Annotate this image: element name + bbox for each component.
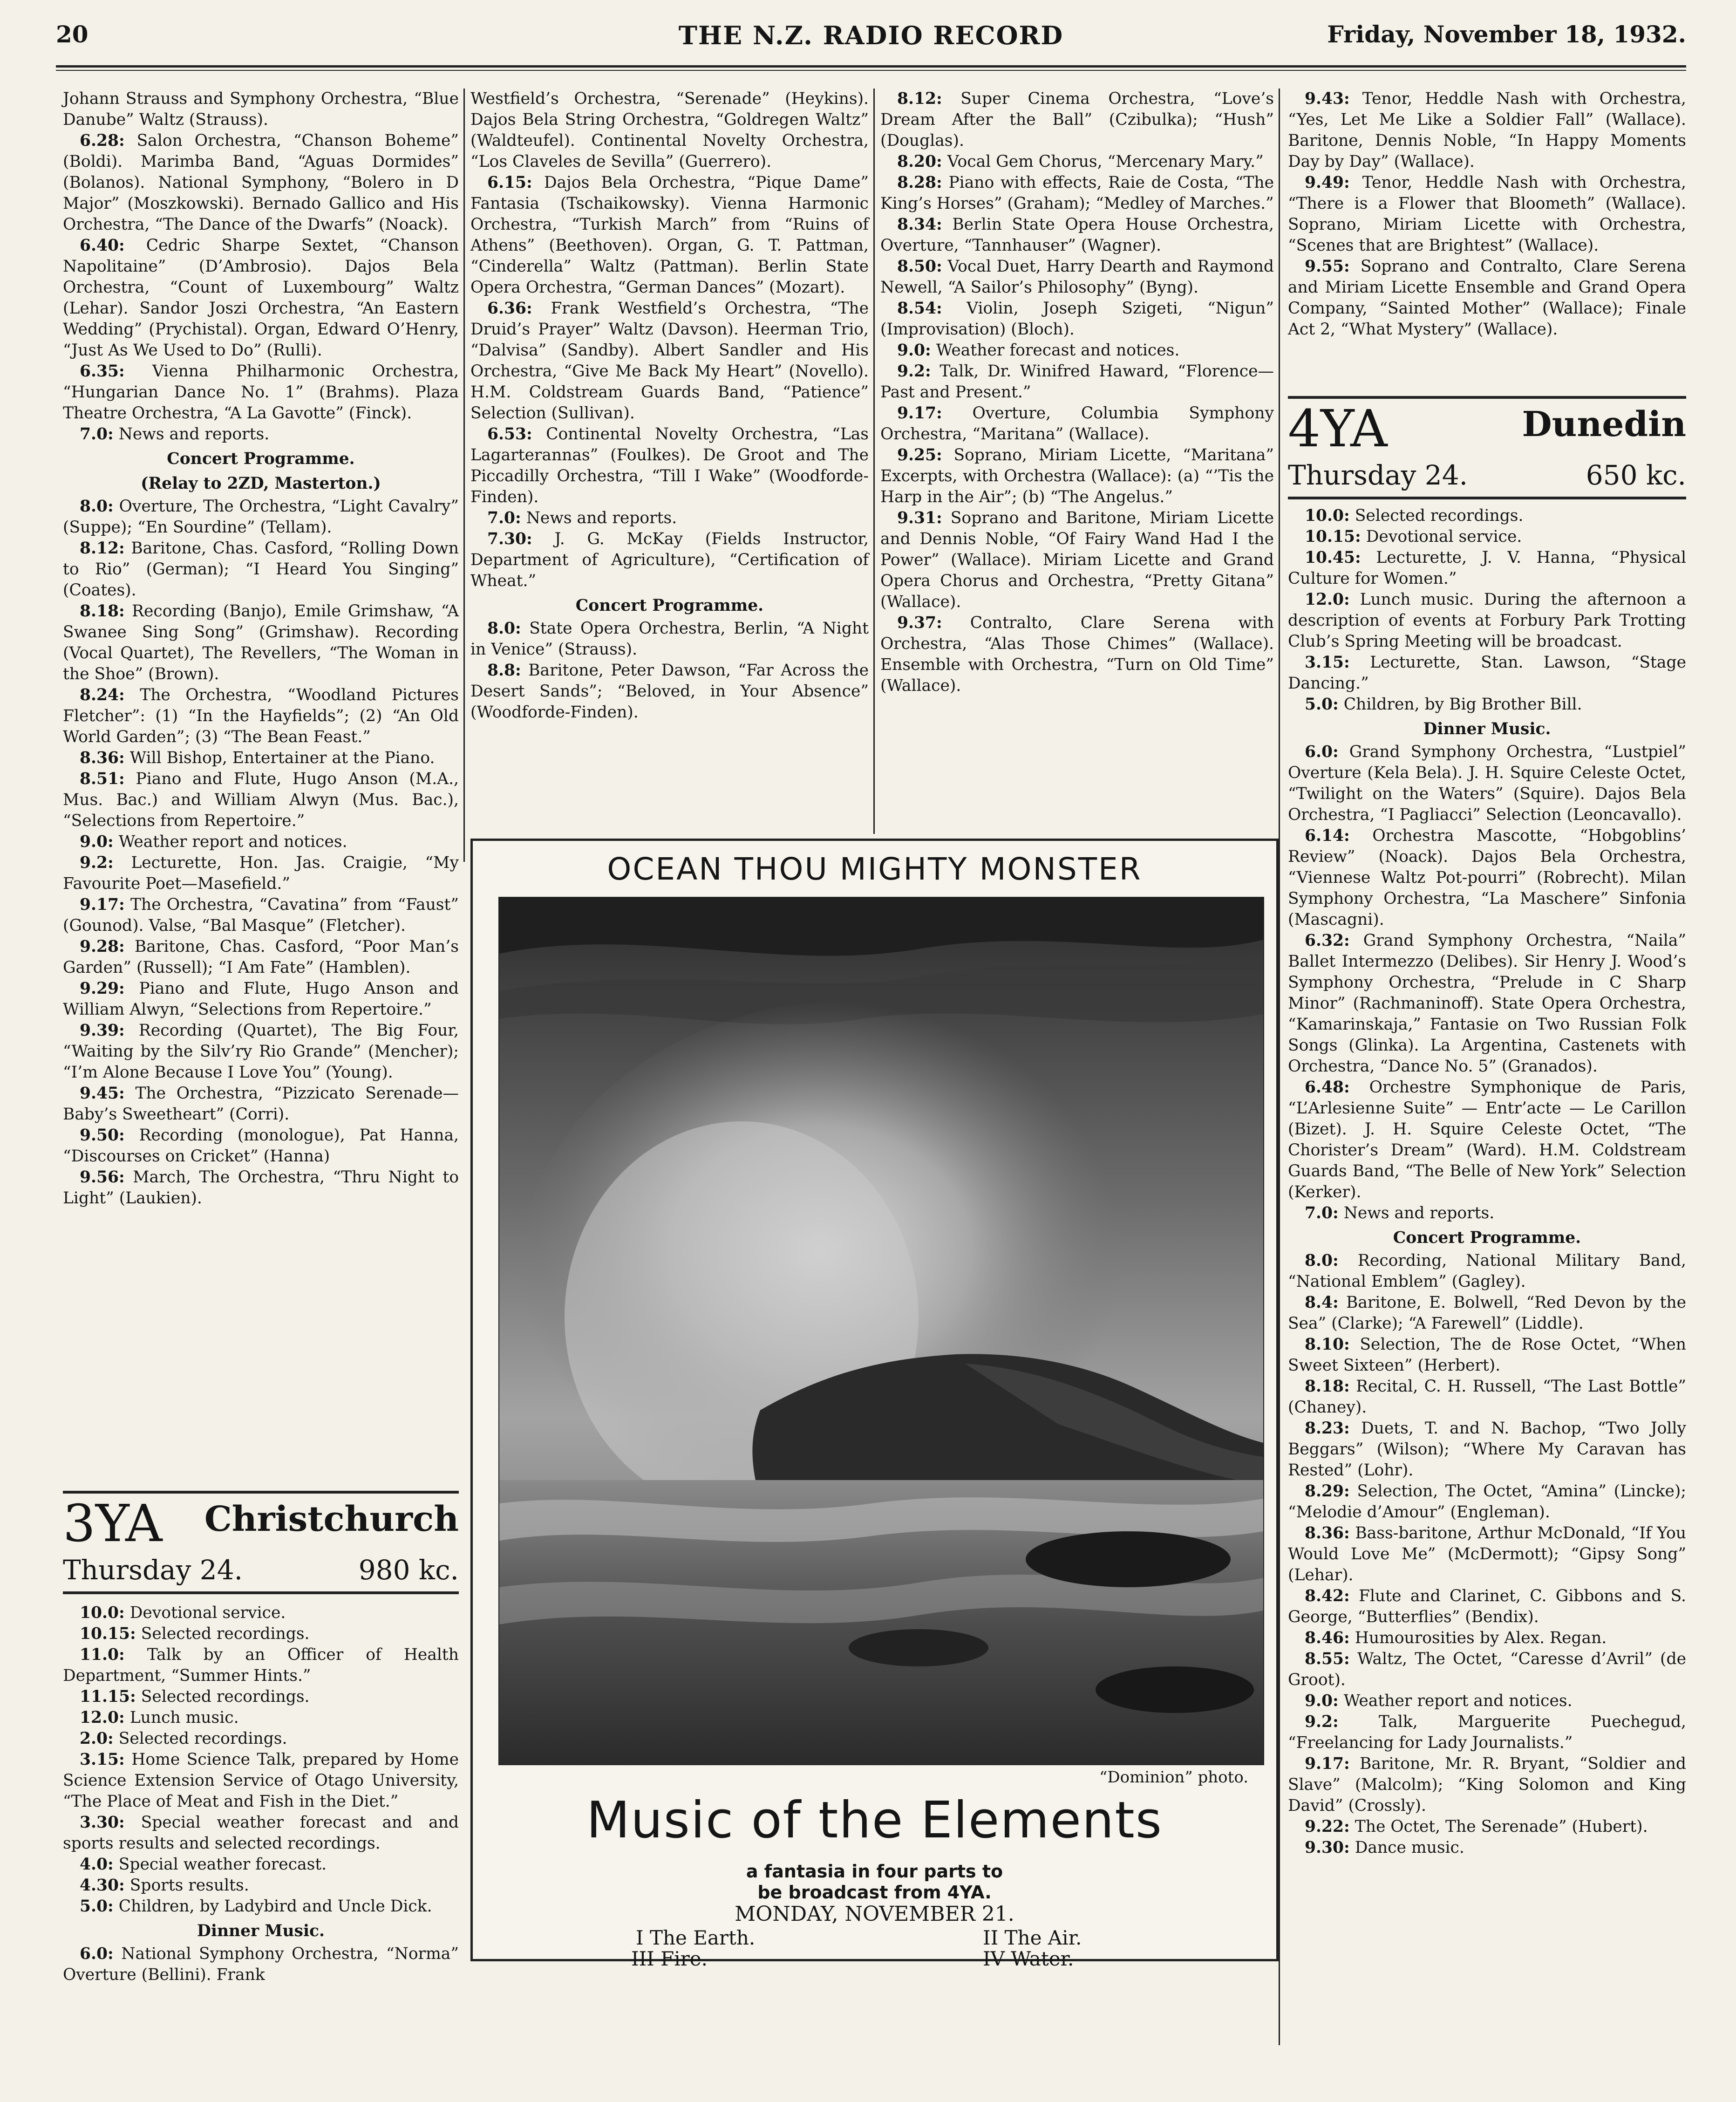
programme-text: Selection, The Octet, “Amina” (Lincke); “Melodie d’Amour” (Engleman).	[1288, 1482, 1686, 1522]
programme-item	[470, 529, 869, 592]
programme-item	[880, 172, 1274, 214]
programme-item	[1288, 526, 1686, 547]
programme-text: Selected recordings.	[141, 1687, 310, 1706]
programme-item	[63, 832, 459, 853]
part-4: IV Water.	[983, 1947, 1074, 1970]
programme-time: 3.30:	[80, 1813, 125, 1832]
programme-text: Soprano, Miriam Licette, “Maritana” Excerpts, with Orchestra (Wallace): (a) “’Tis the Harp in the Air”; (b) “The Angelus.”	[880, 446, 1274, 506]
section-heading: Concert Programme.	[167, 450, 355, 468]
programme-item	[63, 978, 459, 1020]
programme-text: Soprano and Contralto, Clare Serena and Miriam Licette Ensemble and Grand Opera Company, “Sainted Mother” (Wallace); Finale Act 2, “What Mystery” (Wallace).	[1288, 257, 1686, 339]
programme-item	[1288, 930, 1686, 1077]
programme-time: 8.10:	[1305, 1335, 1350, 1354]
programme-text: Continental Novelty Orchestra, “Las Lagarterannas” (Foulkes). De Groot and The Piccadilly Orchestra, “Till I Wake” (Woodforde-Finden).	[470, 425, 869, 506]
programme-text: Tenor, Heddle Nash with Orchestra, “There is a Flower that Bloometh” (Wallace). Soprano, Miriam Licette with Orchestra, “Scenes that are Brightest” (Wallace).	[1288, 173, 1687, 255]
programme-time: 6.48:	[1305, 1078, 1350, 1097]
programme-item	[63, 894, 459, 936]
masthead: THE N.Z. RADIO RECORD	[678, 20, 1064, 50]
programme-item	[880, 445, 1274, 508]
programme-time: 10.0:	[1305, 506, 1350, 525]
music-of-the-elements-advert	[470, 839, 1279, 1970]
programme-text: Orchestre Symphonique de Paris, “L’Arlesienne Suite” — Entr’acte — Le Carillon (Bizet). J. H. Squire Celeste Octet, “The Chorister’s Dream” (Ward). H.M. Coldstream Guards Band, “The Belle of New York” Selection (Kerker).	[1288, 1078, 1687, 1201]
programme-item	[470, 89, 869, 172]
programme-time: 7.30:	[487, 530, 532, 548]
programme-text: Home Science Talk, prepared by Home Science Extension Service of Otago University, “The Place of Meat and Fish in the Diet.”	[63, 1750, 459, 1811]
programme-text: Overture, Columbia Symphony Orchestra, “Maritana” (Wallace).	[880, 404, 1274, 444]
page-number: 20	[56, 20, 89, 48]
programme-time: 9.17:	[1305, 1754, 1350, 1773]
programme-text: Special weather forecast and and sports results and selected recordings.	[63, 1813, 459, 1853]
programme-item	[1288, 89, 1686, 172]
programme-item	[880, 89, 1274, 151]
programme-time: 6.15:	[487, 173, 532, 192]
programme-text: The Orchestra, “Pizzicato Serenade—Baby’s Sweetheart” (Corri).	[63, 1084, 459, 1124]
programme-text: News and reports.	[526, 509, 677, 527]
programme-text: The Orchestra, “Cavatina” from “Faust” (Gounod). Valse, “Bal Masque” (Fletcher).	[63, 895, 459, 935]
programme-time: 9.39:	[80, 1021, 125, 1040]
programme-time: 8.12:	[80, 539, 125, 558]
programme-time: 6.53:	[487, 425, 532, 444]
programme-text: March, The Orchestra, “Thru Night to Light” (Laukien).	[63, 1168, 459, 1208]
programme-time: 8.50:	[897, 257, 942, 276]
programme-time: 9.43:	[1305, 89, 1350, 108]
column-1-3ya	[63, 1603, 459, 1986]
programme-item	[1288, 1523, 1686, 1586]
programme-item	[880, 340, 1274, 361]
programme-time: 9.2:	[897, 362, 931, 381]
programme-text: Violin, Joseph Szigeti, “Nigun” (Improvisation) (Bloch).	[880, 299, 1274, 339]
programme-text: Piano and Flute, Hugo Anson and William Alwyn, “Selections from Repertoire.”	[63, 979, 459, 1019]
programme-text: Recording, National Military Band, “National Emblem” (Gagley).	[1288, 1251, 1686, 1291]
programme-item	[1288, 1816, 1686, 1837]
programme-time: 8.24:	[80, 686, 125, 704]
programme-text: Baritone, Chas. Casford, “Poor Man’s Garden” (Russell); “I Am Fate” (Hamblen).	[63, 937, 459, 977]
programme-text: Lunch music. During the afternoon a description of events at Forbury Park Trotting Club’s Spring Meeting will be broadcast.	[1288, 590, 1687, 651]
programme-text: Salon Orchestra, “Chanson Boheme” (Boldi). Marimba Band, “Aguas Dormides” (Bolanos). National Symphony, “Bolero in D Major” (Moszkowski). Bernado Gallico and His Orchestra, “The Dance of the Dwarfs” (Noack).	[63, 131, 459, 234]
programme-item	[880, 151, 1274, 172]
programme-text: Overture, The Orchestra, “Light Cavalry” (Suppe); “En Sourdine” (Tellam).	[63, 497, 459, 537]
programme-item	[1288, 652, 1686, 694]
programme-time: 9.0:	[80, 833, 114, 851]
programme-item	[63, 235, 459, 361]
section-heading: Dinner Music.	[1423, 720, 1551, 738]
programme-text: J. G. McKay (Fields Instructor, Department of Agriculture), “Certification of Wheat.”	[470, 530, 869, 590]
programme-time: 9.50:	[80, 1126, 125, 1145]
programme-text: Talk, Dr. Winifred Haward, “Florence—Past and Present.”	[880, 362, 1274, 402]
station-code: 4YA	[1288, 399, 1388, 458]
ocean-wave-image	[499, 898, 1263, 1764]
programme-text: The Orchestra, “Woodland Pictures Fletcher”: (1) “In the Hayfields”; (2) “An Old World Garden”; (3) “The Bean Feast.”	[63, 686, 459, 746]
programme-time: 9.31:	[897, 509, 942, 527]
programme-item	[1288, 1292, 1686, 1334]
ocean-photo	[498, 897, 1264, 1765]
programme-time: 2.0:	[80, 1729, 114, 1748]
programme-item	[63, 1707, 459, 1728]
station-4ya-banner	[1288, 396, 1686, 499]
programme-item	[1288, 256, 1686, 340]
programme-time: 8.18:	[1305, 1377, 1350, 1396]
programme-item	[880, 214, 1274, 256]
programme-item	[1288, 505, 1686, 526]
programme-text: Children, by Big Brother Bill.	[1343, 695, 1582, 714]
advert-subtitle-2: be broadcast from 4YA.	[757, 1882, 992, 1903]
programme-text: Dance music.	[1355, 1838, 1464, 1857]
programme-time: 8.46:	[1305, 1629, 1350, 1647]
advert-title: Music of the Elements	[586, 1791, 1163, 1849]
column-4-4ya	[1288, 505, 1686, 1858]
programme-text: Weather report and notices.	[1343, 1692, 1573, 1710]
programme-text: Talk by an Officer of Health Department, “Summer Hints.”	[63, 1645, 459, 1685]
photo-credit: “Dominion” photo.	[1099, 1768, 1248, 1787]
programme-item	[63, 748, 459, 769]
programme-text: Cedric Sharpe Sextet, “Chanson Napolitaine” (D’Ambrosio). Dajos Bela Orchestra, “Count of Luxembourg” Waltz (Lehar). Sandor Joszi Orchestra, “An Eastern Wedding” (Prychistal). Organ, Edward O’Henry, “Just As We Used to Do” (Rulli).	[63, 236, 459, 360]
programme-time: 3.15:	[80, 1750, 125, 1769]
station-frequency: 980 kc.	[358, 1554, 459, 1586]
programme-text: Recording (monologue), Pat Hanna, “Discourses on Cricket” (Hanna)	[63, 1126, 459, 1166]
station-day: Thursday 24.	[1288, 459, 1468, 491]
programme-text: Baritone, Peter Dawson, “Far Across the Desert Sands”; “Beloved, in Your Absence” (Woodforde-Finden).	[470, 661, 869, 722]
programme-text: Weather report and notices.	[118, 833, 347, 851]
programme-time: 4.30:	[80, 1876, 125, 1895]
programme-text: Recital, C. H. Russell, “The Last Bottle” (Chaney).	[1288, 1377, 1687, 1417]
programme-time: 8.42:	[1305, 1587, 1350, 1605]
programme-time: 6.0:	[80, 1945, 114, 1963]
programme-text: Selected recordings.	[1355, 506, 1524, 525]
column-1	[63, 89, 459, 1209]
column-divider	[1279, 89, 1280, 2045]
programme-time: 3.15:	[1305, 653, 1350, 672]
programme-text: Devotional service.	[129, 1604, 286, 1622]
programme-text: The Octet, The Serenade” (Hubert).	[1355, 1817, 1648, 1836]
programme-time: 7.0:	[487, 509, 521, 527]
programme-text: Waltz, The Octet, “Caresse d’Avril” (de Groot).	[1288, 1650, 1687, 1689]
programme-time: 8.36:	[80, 749, 125, 767]
programme-time: 9.2:	[1305, 1713, 1339, 1731]
programme-time: 6.36:	[487, 299, 532, 318]
programme-text: Talk, Marguerite Puechegud, “Freelancing for Lady Journalists.”	[1288, 1713, 1687, 1752]
header-rule-thin	[56, 70, 1686, 71]
column-2	[470, 89, 869, 723]
column-4	[1288, 89, 1686, 340]
programme-text: Contralto, Clare Serena with Orchestra, “Alas Those Chimes” (Wallace). Ensemble with Orchestra, “Turn on Old Time” (Wallace).	[880, 614, 1274, 695]
programme-item	[1288, 742, 1686, 826]
programme-text: Recording (Banjo), Emile Grimshaw, “A Swanee Sing Song” (Grimshaw). Recording (Vocal Quartet), The Revellers, “The Woman in the Shoe” (Brown).	[63, 602, 459, 683]
programme-time: 9.25:	[897, 446, 942, 464]
programme-time: 6.40:	[80, 236, 125, 255]
programme-text: News and reports.	[118, 425, 270, 444]
programme-text: Weather forecast and notices.	[936, 341, 1180, 360]
programme-text: Soprano and Baritone, Miriam Licette and Dennis Noble, “Of Fairy Wand Had I the Power” (Wallace). Miriam Licette and Grand Opera Chorus and Orchestra, “Pretty Gitana” (Wallace).	[880, 509, 1274, 611]
programme-item	[63, 361, 459, 424]
programme-time: 9.0:	[1305, 1692, 1339, 1710]
programme-item	[1288, 694, 1686, 715]
programme-time: 11.0:	[80, 1645, 125, 1664]
part-3: III Fire.	[631, 1947, 708, 1970]
programme-text: Baritone, E. Bolwell, “Red Devon by the Sea” (Clarke); “A Farewell” (Liddle).	[1288, 1293, 1686, 1333]
programme-item	[880, 403, 1274, 445]
programme-time: 9.30:	[1305, 1838, 1350, 1857]
programme-time: 5.0:	[80, 1897, 114, 1916]
programme-text: Humourosities by Alex. Regan.	[1355, 1629, 1607, 1647]
programme-text: Duets, T. and N. Bachop, “Two Jolly Beggars” (Wilson); “Where My Caravan has Rested” (Lohr).	[1288, 1419, 1686, 1480]
programme-text: Lecturette, Hon. Jas. Craigie, “My Favourite Poet—Masefield.”	[63, 853, 459, 893]
programme-item	[63, 1020, 459, 1083]
programme-item	[880, 256, 1274, 298]
programme-text: Piano with effects, Raie de Costa, “The King’s Horses” (Graham); “Medley of Marches.”	[880, 173, 1274, 213]
programme-text: Bass-baritone, Arthur McDonald, “If You Would Love Me” (McDermott); “Gipsy Song” (Lehar).	[1288, 1524, 1686, 1584]
programme-item	[470, 508, 869, 529]
programme-time: 8.29:	[1305, 1482, 1350, 1501]
programme-item	[1288, 172, 1686, 256]
programme-text: Vocal Gem Chorus, “Mercenary Mary.”	[947, 152, 1264, 171]
programme-time: 8.4:	[1305, 1293, 1339, 1312]
programme-item	[63, 1812, 459, 1854]
programme-time: 9.22:	[1305, 1817, 1350, 1836]
station-3ya-banner	[63, 1491, 459, 1594]
station-frequency: 650 kc.	[1586, 459, 1686, 491]
programme-time: 6.35:	[80, 362, 125, 381]
programme-item	[1288, 1203, 1686, 1224]
programme-time: 8.0:	[487, 619, 521, 638]
programme-text: Orchestra Mascotte, “Hobgoblins’ Review” (Noack). Dajos Bela Orchestra, “Viennese Waltz Pot-pourri” (Robrecht). Milan Symphony Orchestra, “La Maschere” Sinfonia (Mascagni).	[1288, 826, 1686, 929]
programme-time: 6.32:	[1305, 931, 1350, 950]
programme-text: Frank Westfield’s Orchestra, “The Druid’s Prayer” Waltz (Davson). Heerman Trio, “Dalvisa” (Sandby). Albert Sandler and His Orchestra, “Give Me Back My Heart” (Novello). H.M. Coldstream Guards Band, “Patience” Selection (Sullivan).	[470, 299, 869, 423]
programme-time: 8.54:	[897, 299, 942, 318]
column-divider	[873, 89, 875, 834]
programme-item	[1288, 1649, 1686, 1691]
programme-item	[63, 1624, 459, 1645]
programme-item	[880, 298, 1274, 340]
programme-time: 5.0:	[1305, 695, 1339, 714]
programme-time: 8.23:	[1305, 1419, 1350, 1438]
programme-item	[1288, 1712, 1686, 1754]
programme-time: 4.0:	[80, 1855, 114, 1874]
programme-time: 12.0:	[80, 1708, 125, 1727]
programme-time: 6.14:	[1305, 826, 1350, 845]
programme-text: Grand Symphony Orchestra, “Naila” Ballet Intermezzo (Delibes). Sir Henry J. Wood’s Symphony Orchestra, “Prelude in C Sharp Minor” (Rachmaninoff). State Opera Orchestra, “Kamarinskaja,” Fantasie on Two Russian Folk Songs (Glinka). La Argentina, Castenets with Orchestra, “Dance No. 5” (Granados).	[1288, 931, 1686, 1076]
programme-time: 10.15:	[80, 1624, 136, 1643]
programme-text: Grand Symphony Orchestra, “Lustpiel” Overture (Kela Bela). J. H. Squire Celeste Octet, “Twilight on the Waters” (Squire). Dajos Bela Orchestra, “I Pagliacci” Selection (Leoncavallo).	[1288, 743, 1686, 824]
programme-text: Special weather forecast.	[118, 1855, 327, 1874]
programme-time: 9.0:	[897, 341, 931, 360]
programme-item	[63, 1749, 459, 1812]
programme-item	[63, 1083, 459, 1125]
programme-time: 10.45:	[1305, 548, 1361, 567]
programme-item	[63, 936, 459, 978]
programme-item	[63, 496, 459, 538]
programme-time: 9.55:	[1305, 257, 1350, 276]
programme-item	[470, 172, 869, 298]
programme-time: 8.8:	[487, 661, 521, 680]
header-rule	[56, 65, 1686, 68]
programme-time: 7.0:	[80, 425, 114, 444]
column-3	[880, 89, 1274, 696]
programme-time: 11.15:	[80, 1687, 136, 1706]
programme-time: 8.28:	[897, 173, 942, 192]
programme-text: Recording (Quartet), The Big Four, “Waiting by the Silv’ry Rio Grande” (Mencher); “I’m Alone Because I Love You” (Young).	[63, 1021, 459, 1082]
programme-time: 8.36:	[1305, 1524, 1350, 1542]
programme-time: 8.55:	[1305, 1650, 1350, 1668]
programme-item	[470, 424, 869, 508]
programme-time: 9.28:	[80, 937, 125, 956]
programme-text: Selected recordings.	[141, 1624, 310, 1643]
programme-time: 8.20:	[897, 152, 942, 171]
programme-text: Selected recordings.	[118, 1729, 287, 1748]
programme-time: 8.12:	[897, 89, 942, 108]
programme-item	[1288, 826, 1686, 930]
programme-text: Berlin State Opera House Orchestra, Overture, “Tannhauser” (Wagner).	[880, 215, 1274, 255]
programme-text: Selection, The de Rose Octet, “When Sweet Sixteen” (Herbert).	[1288, 1335, 1686, 1375]
programme-item	[1288, 1250, 1686, 1292]
programme-time: 7.0:	[1305, 1204, 1339, 1222]
programme-text: Dajos Bela Orchestra, “Pique Dame” Fantasia (Tschaikowsky). Vienna Harmonic Orchestra, “Turkish March” from “Ruins of Athens” (Beethoven). Organ, G. T. Pattman, “Cinderella” Waltz (Pattman). Berlin State Opera Orchestra, “German Dances” (Mozart).	[470, 173, 869, 297]
programme-text: Lecturette, Stan. Lawson, “Stage Dancing.”	[1288, 653, 1686, 693]
programme-text: Lecturette, J. V. Hanna, “Physical Culture for Women.”	[1288, 548, 1686, 588]
programme-item	[63, 685, 459, 748]
advert-heading: OCEAN THOU MIGHTY MONSTER	[607, 851, 1142, 887]
programme-item	[1288, 1077, 1686, 1203]
part-2: II The Air.	[983, 1926, 1082, 1949]
section-heading: Concert Programme.	[575, 596, 764, 615]
programme-item	[63, 601, 459, 685]
section-heading: Concert Programme.	[1393, 1228, 1581, 1247]
programme-item	[880, 613, 1274, 696]
programme-item	[63, 769, 459, 832]
page-header	[56, 20, 1686, 62]
station-city: Christchurch	[204, 1499, 459, 1539]
programme-item	[63, 130, 459, 235]
programme-item	[63, 1728, 459, 1749]
programme-item	[470, 298, 869, 424]
programme-item	[63, 538, 459, 601]
broadcast-date: MONDAY, NOVEMBER 21.	[735, 1902, 1014, 1926]
programme-text: Piano and Flute, Hugo Anson (M.A., Mus. Bac.) and William Alwyn (Mus. Bac.), “Selections from Repertoire.”	[63, 770, 459, 830]
programme-text: Tenor, Heddle Nash with Orchestra, “Yes, Let Me Like a Soldier Fall” (Wallace). Baritone, Dennis Noble, “In Happy Moments Day by Day” (Wallace).	[1288, 89, 1687, 171]
station-city: Dunedin	[1522, 404, 1686, 444]
programme-item	[63, 1896, 459, 1917]
programme-time: 10.0:	[80, 1604, 125, 1622]
programme-time: 9.45:	[80, 1084, 125, 1103]
programme-text: Will Bishop, Entertainer at the Piano.	[129, 749, 435, 767]
programme-time: 9.29:	[80, 979, 125, 998]
programme-text: Baritone, Mr. R. Bryant, “Soldier and Slave” (Malcolm); “King Solomon and King David” (Crossly).	[1288, 1754, 1686, 1815]
programme-item	[63, 424, 459, 445]
programme-text: Johann Strauss and Symphony Orchestra, “Blue Danube” Waltz (Strauss).	[63, 89, 459, 129]
programme-time: 12.0:	[1305, 590, 1350, 609]
programme-time: 9.49:	[1305, 173, 1350, 192]
programme-time: 9.56:	[80, 1168, 125, 1187]
programme-item	[63, 1603, 459, 1624]
programme-item	[1288, 1837, 1686, 1858]
issue-date: Friday, November 18, 1932.	[1327, 20, 1686, 48]
programme-time: 9.2:	[80, 853, 114, 872]
programme-time: 8.34:	[897, 215, 942, 234]
programme-item	[1288, 1481, 1686, 1523]
programme-item	[63, 1686, 459, 1707]
programme-text: Lunch music.	[129, 1708, 239, 1727]
programme-item	[1288, 589, 1686, 652]
section-heading: Dinner Music.	[197, 1922, 325, 1940]
programme-item	[1288, 547, 1686, 589]
programme-item	[470, 660, 869, 723]
programme-time: 9.17:	[80, 895, 125, 914]
programme-time: 8.0:	[1305, 1251, 1339, 1270]
programme-item	[63, 1854, 459, 1875]
programme-time: 6.28:	[80, 131, 125, 150]
programme-text: Baritone, Chas. Casford, “Rolling Down to Rio” (German); “I Heard You Singing” (Coates).	[63, 539, 459, 600]
programme-text: Westfield’s Orchestra, “Serenade” (Heykins). Dajos Bela String Orchestra, “Goldregen Waltz” (Waldteufel). Continental Novelty Orchestra, “Los Claveles de Sevilla” (Guerrero).	[470, 89, 869, 171]
programme-item	[1288, 1628, 1686, 1649]
station-day: Thursday 24.	[63, 1554, 243, 1586]
programme-item	[63, 1875, 459, 1896]
programme-item	[1288, 1418, 1686, 1481]
programme-item	[63, 89, 459, 130]
station-code: 3YA	[63, 1494, 163, 1553]
programme-time: 9.17:	[897, 404, 942, 423]
programme-time: 8.51:	[80, 770, 125, 788]
programme-item	[1288, 1691, 1686, 1712]
programme-text: News and reports.	[1343, 1204, 1495, 1222]
programme-time: 8.0:	[80, 497, 114, 516]
advert-subtitle-1: a fantasia in four parts to	[746, 1861, 1003, 1882]
programme-text: Super Cinema Orchestra, “Love’s Dream After the Ball” (Czibulka); “Hush” (Douglas).	[880, 89, 1274, 150]
programme-item	[63, 1645, 459, 1686]
programme-item	[63, 1944, 459, 1986]
programme-item	[1288, 1376, 1686, 1418]
programme-text: Vocal Duet, Harry Dearth and Raymond Newell, “A Sailor’s Philosophy” (Byng).	[880, 257, 1274, 297]
part-1: I The Earth.	[636, 1926, 756, 1949]
programme-time: 8.18:	[80, 602, 125, 621]
section-heading: (Relay to 2ZD, Masterton.)	[141, 474, 381, 493]
programme-item	[63, 853, 459, 894]
programme-text: Sports results.	[129, 1876, 249, 1895]
column-divider	[463, 89, 465, 862]
programme-text: State Opera Orchestra, Berlin, “A Night in Venice” (Strauss).	[470, 619, 869, 659]
programme-time: 6.0:	[1305, 743, 1339, 761]
programme-text: Children, by Ladybird and Uncle Dick.	[118, 1897, 432, 1916]
programme-time: 9.37:	[897, 614, 942, 632]
programme-item	[470, 618, 869, 660]
programme-item	[63, 1167, 459, 1209]
programme-text: Flute and Clarinet, C. Gibbons and S. George, “Butterflies” (Bendix).	[1288, 1587, 1686, 1626]
programme-item	[1288, 1334, 1686, 1376]
programme-text: Devotional service.	[1366, 527, 1522, 546]
programme-text: National Symphony Orchestra, “Norma” Overture (Bellini). Frank	[63, 1945, 459, 1984]
programme-text: Vienna Philharmonic Orchestra, “Hungarian Dance No. 1” (Brahms). Plaza Theatre Orchestra, “A La Gavotte” (Finck).	[63, 362, 459, 423]
programme-time: 10.15:	[1305, 527, 1361, 546]
programme-item	[63, 1125, 459, 1167]
programme-item	[880, 508, 1274, 613]
programme-item	[1288, 1754, 1686, 1816]
programme-item	[880, 361, 1274, 403]
programme-item	[1288, 1586, 1686, 1628]
